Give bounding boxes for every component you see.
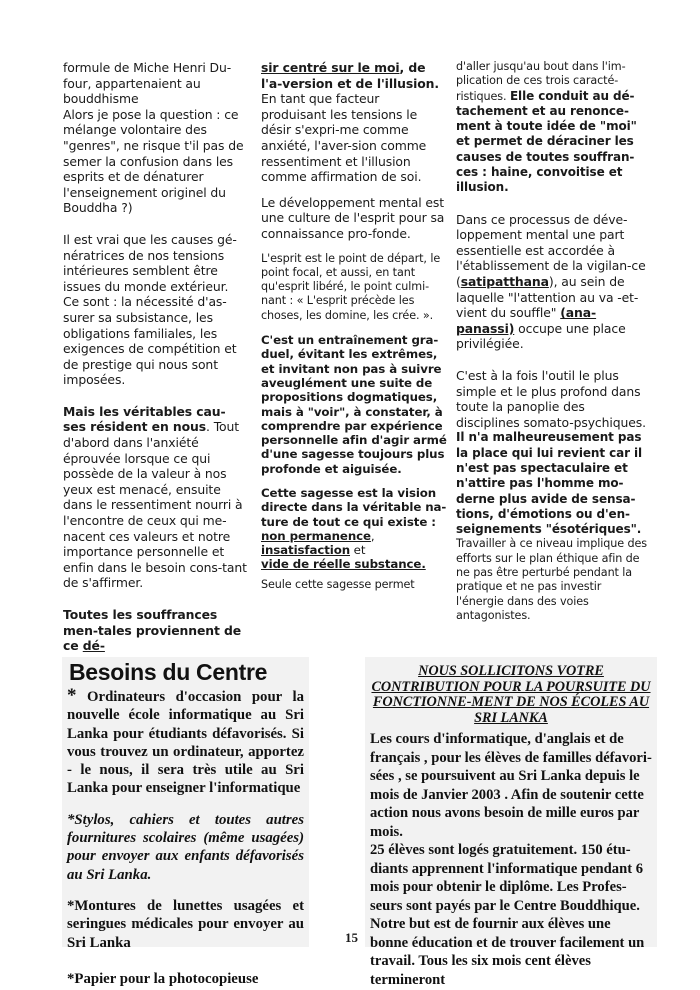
need-text: Stylos, cahiers et toutes autres fournitures scolaires (même usagées) pour envoyer aux enfants défavorisés au Sri Lanka.	[67, 811, 304, 883]
underlined-term: sir centré sur le moi	[261, 60, 400, 75]
contribution-paragraph-students: 25 élèves sont logés gratuitement. 150 étu-diants apprennent l'informatique pendant 6 mois pour obtenir le diplôme. Les Profes-seurs sont payés par le Centre Bouddhique. Notre but est de fournir aux élèves une bonne éducation et de trouver facilement un travail. Tous les six mois cent élèves termineront	[370, 842, 645, 988]
underlined-term: dé-	[82, 638, 105, 654]
paragraph-text: occupe une place privilégiée.	[456, 320, 626, 352]
bold-text: Elle conduit au dé-tachement et au renonce-ment à toute idée de "moi" et permet de déraciner les causes de toutes souffran-ces : haine, convoitise et illusion.	[456, 88, 637, 195]
paragraph-text: Dans ce processus de déve-loppement mental une part essentielle est accordée à l'établissement de la vigilan-ce (	[456, 211, 646, 290]
need-item-paper	[67, 970, 304, 988]
paragraph-text: ), au sein de laquelle "l'attention au va -et-vient du souffle"	[456, 274, 639, 321]
paragraph-causes: Il est vrai que les causes gé-nératrices de nos tensions intérieures semblent être issues du monde extérieur. Ce sont : la nécessité d'as-surer sa subsistance, les obligations familiales, les exigences de compétition et de prestige qui nous sont imposées.	[63, 231, 237, 388]
need-text: Papier pour la photocopieuse	[74, 970, 259, 987]
contribution-heading: NOUS SOLLICITONS VOTRE CONTRIBUTION POUR LA POURSUITE DU FONCTIONNE-MENT DE NOS ÉCOLES AU SRI LANKA	[371, 663, 651, 726]
conjunction: et	[350, 543, 366, 558]
term-anapanassi: (ana-panassi)	[456, 305, 597, 336]
paragraph-wisdom	[261, 486, 447, 572]
bold-text: Cette sagesse est la vision directe dans la véritable na-ture de tout ce qui existe :	[261, 485, 447, 529]
term-satipatthana: satipatthana	[460, 274, 549, 290]
term-emptiness: vide de réelle substance.	[261, 557, 426, 572]
paragraph-sufferings	[63, 607, 248, 654]
needs-box-title: Besoins du Centre	[69, 659, 268, 685]
paragraph-detachment	[456, 60, 652, 196]
need-text: Montures de lunettes usagées et seringues médicales pour envoyer au Sri Lanka	[67, 897, 304, 951]
need-item-glasses	[67, 897, 304, 952]
paragraph-text: d'aller jusqu'au bout dans l'im-plication de ces trois caracté-ristiques.	[456, 60, 626, 103]
term-dissatisfaction: insatisfaction	[261, 543, 351, 558]
page-number: 15	[345, 930, 358, 945]
paragraph-mind-quote: L'esprit est le point de départ, le point focal, et aussi, en tant qu'esprit libéré, le point culmi-nant : « L'esprit précède les choses, les domine, les crée. ».	[261, 251, 441, 322]
needs-box	[62, 657, 309, 987]
article-column-1	[63, 60, 248, 670]
paragraph-desire	[261, 60, 447, 185]
paragraph-intro-end: formule de Miche Henri Du-four, appartenaient au bouddhisme	[63, 60, 232, 107]
paragraph-unfortunately	[456, 430, 652, 623]
paragraph-text: En tant que facteur produisant les tensions le désir s'expri-me comme anxiété, l'aver-sion comme ressentiment et l'illusion comme affirmation de soi.	[261, 91, 427, 185]
paragraph-text: Travailler à ce niveau implique des efforts sur le plan éthique afin de ne pas être perturbé pendant la pratique et ne pas investir l'énergie dans des voies antagonistes.	[456, 537, 647, 622]
paragraph-wisdom-allows: Seule cette sagesse permet	[261, 577, 415, 591]
bold-text: , de l'a-version et de l'illusion.	[261, 60, 439, 91]
article-column-2	[261, 60, 447, 592]
asterisk-bullet-icon: *	[67, 970, 75, 987]
paragraph-question: Alors je pose la question : ce mélange volontaire des "genres", ne risque t'il pas de semer la confusion dans les esprits et de dénaturer l'enseignement originel du Bouddha ?)	[63, 106, 244, 216]
term-impermanence: non permanence	[261, 528, 371, 543]
bold-lead: Mais les véritables cau-ses résident en nous	[63, 403, 226, 435]
contribution-paragraph-courses: Les cours d'informatique, d'anglais et de français , pour les élèves de familles défavori-sées , se poursuivent au Sri Lanka depuis le mois de Janvier 2003 . Afin de soutenir cette action nous avons besoin de mille euros par mois.	[370, 731, 652, 840]
paragraph-mental-development: Le développement mental est une culture de l'esprit pour sa connaissance pro-fonde.	[261, 194, 445, 241]
paragraph-tool: C'est à la fois l'outil le plus simple et le plus profond dans toute la panoplie des disciplines somato-psychiques.	[456, 368, 646, 430]
paragraph-true-causes	[63, 404, 248, 591]
bold-text: Il n'a malheureusement pas la place qui lui revient car il n'est pas spectaculaire et n'attire pas l'homme mo-derne plus avide de sensa-tions, d'émotions ou d'en-seignements "ésotériques".	[456, 430, 643, 537]
paragraph-training: C'est un entraînement gra-duel, évitant les extrêmes, et invitant non pas à suivre aveuglément une suite de propositions dogmatiques, mais à "voir", à constater, à comprendre par expérience personnelle afin d'agir armé d'une sagesse toujours plus profonde et aiguisée.	[261, 333, 447, 476]
paragraph-text: . Tout d'abord dans l'anxiété éprouvée lorsque ce qui possède de la valeur à nos yeux est menacé, ensuite dans le ressentiment nourri à l'encontre de ceux qui me-nacent ces valeurs et notre importance personnelle et enfin dans le besoin cons-tant de s'affirmer.	[63, 419, 247, 591]
asterisk-bullet-icon: *	[67, 811, 75, 828]
bold-lead: Toutes les souffrances men-tales proviennent de ce	[63, 607, 242, 654]
paragraph-vigilance	[456, 212, 652, 352]
comma: ,	[370, 528, 375, 543]
need-text: Ordinateurs d'occasion pour la nouvelle école informatique au Sri Lanka pour étudiants défavorisés. Si vous trouvez un ordinateur, apportez - le nous, il sera très utile au Sri Lanka pour enseigner l'informatique	[67, 689, 304, 797]
need-item-supplies	[67, 811, 304, 884]
contribution-box	[365, 657, 657, 988]
asterisk-bullet-icon: *	[67, 897, 75, 914]
need-item-computers	[67, 687, 304, 798]
asterisk-bullet-icon: *	[67, 685, 77, 706]
article-column-3	[456, 60, 652, 639]
